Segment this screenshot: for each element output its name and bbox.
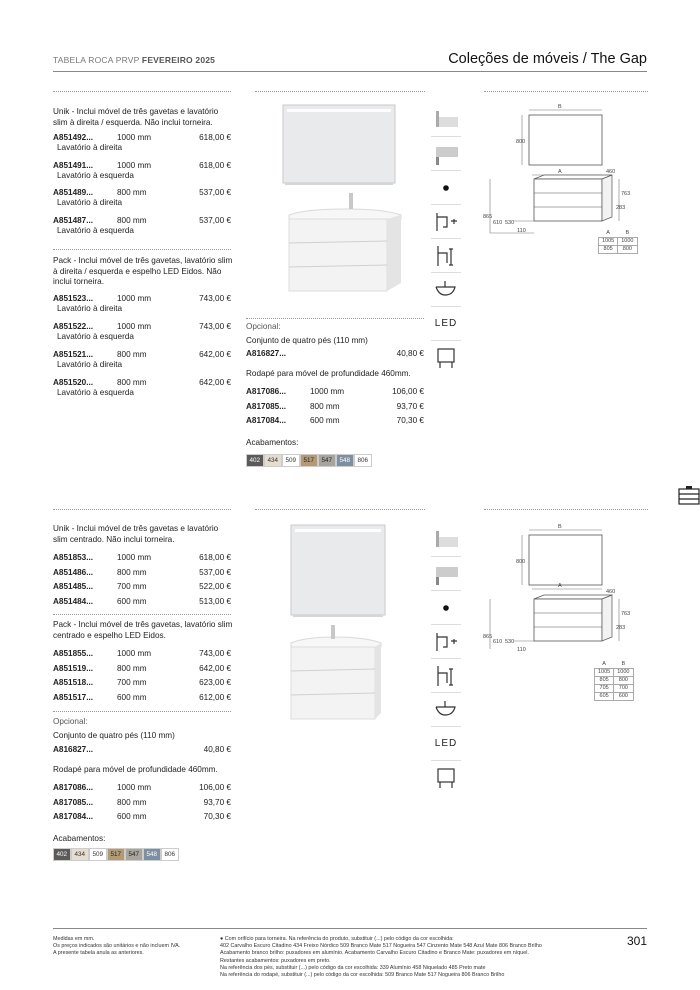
dim-800-label: 800 [516, 139, 526, 145]
product-image-vanity-right [265, 103, 405, 293]
feature-icons [431, 103, 461, 375]
product-price: 618,00 € [199, 160, 231, 170]
finish-swatch-402: 402 [246, 454, 264, 467]
dim-283-label: 283 [616, 625, 626, 631]
dimension-cell: 805 [599, 246, 618, 254]
product-code: A851517... [53, 692, 94, 702]
product-code: A817084... [53, 812, 94, 821]
product-code: A851486... [53, 567, 94, 577]
dimension-table-grid [594, 661, 634, 701]
price-row [53, 160, 231, 180]
feet-label: Conjunto de quatro pés (110 mm) [246, 336, 368, 345]
basin-position: Lavatório à direita [57, 304, 123, 313]
price-row [53, 133, 231, 152]
price-row [53, 693, 231, 704]
product-size: 1000 mm [117, 553, 152, 562]
basin-position: Lavatório à esquerda [57, 332, 134, 341]
dimension-row [595, 693, 634, 701]
product-image-vanity-centred [265, 523, 405, 723]
product-code: A817085... [246, 401, 287, 411]
divider [255, 509, 425, 510]
footer-finish-codes [220, 936, 620, 979]
footer-code-line: Restantes acabamentos: puxadores em preto. [220, 957, 331, 964]
product-size: 700 mm [117, 678, 147, 687]
finish-swatch-509: 509 [282, 454, 300, 467]
footer-note-line: Medidas em mm. [53, 936, 95, 942]
dimension-header: B [621, 661, 626, 667]
finish-swatch-548: 548 [143, 848, 161, 861]
product-size: 600 mm [117, 596, 147, 606]
finish-swatch-517: 517 [107, 848, 125, 861]
finish-swatch-547: 547 [318, 454, 336, 467]
product-price: 93,70 € [396, 401, 424, 411]
basin-position: Lavatório à direita [57, 198, 123, 207]
dimension-cell: 800 [618, 246, 637, 254]
footer-code-line: 402 Carvalho Escuro Citadino 434 Freixo Nórdico 509 Branco Mate 517 Nogueira 547 Cinzento Mate 548 Azul Mate 806 Branco Brilho [220, 943, 542, 950]
divider [484, 509, 648, 510]
price-row [53, 597, 231, 608]
dim-763-label: 763 [621, 191, 631, 197]
product-size: 800 mm [117, 663, 147, 673]
finish-swatch-806: 806 [354, 454, 372, 467]
wall-basin-icon [431, 103, 461, 137]
pack-description: Pack - Inclui móvel de três gavetas, lavatório slim centrado e espelho LED Eidos. [53, 620, 233, 640]
product-price: 642,00 € [199, 378, 231, 387]
dim-460-label: 460 [606, 169, 616, 175]
product-size: 600 mm [310, 416, 340, 425]
dimension-cell: 705 [595, 685, 614, 693]
led-icon [431, 307, 461, 341]
header-date: FEVEREIRO 2025 [141, 55, 216, 65]
product-price: 642,00 € [199, 350, 231, 359]
product-code: A851519... [53, 663, 94, 673]
product-price: 93,70 € [203, 797, 231, 807]
product-price: 612,00 € [199, 692, 231, 702]
footer-divider [53, 928, 647, 929]
basin-position: Lavatório à esquerda [57, 225, 134, 235]
led-label: LED [434, 738, 458, 749]
product-code: A816827... [53, 745, 94, 754]
product-size: 800 mm [117, 188, 147, 197]
divider [53, 91, 231, 92]
product-price: 513,00 € [199, 596, 231, 606]
product-code: A817086... [53, 783, 94, 792]
product-price: 522,00 € [199, 582, 231, 591]
footer-note-line: A presente tabela anula as anteriores. [53, 950, 144, 957]
feet-icon [431, 341, 461, 375]
optional-label: Opcional: [246, 322, 281, 331]
basin-position: Lavatório à direita [57, 143, 123, 152]
price-row [53, 678, 231, 689]
tap-hole-icon [431, 591, 461, 625]
basin-shape-icon [431, 273, 461, 307]
dimensions-icon [431, 659, 461, 693]
product-code: A851489... [53, 188, 94, 197]
product-price: 618,00 € [199, 553, 231, 562]
product-code: A851853... [53, 553, 94, 562]
pack-description: Pack - Inclui móvel de três gavetas, lavatório slim à direita / esquerda e espelho LED Eidos. Não inclui torneira. [53, 256, 233, 286]
dimension-cell: 1000 [618, 238, 637, 246]
wall-basin-icon [431, 523, 461, 557]
product-code: A851492... [53, 133, 94, 142]
product-size: 600 mm [117, 692, 147, 702]
dimension-row [599, 238, 638, 246]
dimension-table [598, 230, 638, 254]
feet-price-row [53, 745, 231, 756]
feet-label: Conjunto de quatro pés (110 mm) [53, 731, 175, 740]
product-size: 800 mm [117, 215, 147, 225]
divider [255, 91, 425, 92]
dimension-table [594, 661, 634, 701]
finish-swatch-434: 434 [71, 848, 89, 861]
product-price: 70,30 € [396, 416, 424, 425]
product-code: A851855... [53, 649, 94, 658]
unik-description: Unik - Inclui móvel de três gavetas e lavatório slim centrado. Não inclui torneira. [53, 524, 219, 544]
dim-110-label: 110 [517, 228, 526, 234]
price-row [53, 322, 231, 341]
dimension-cell: 605 [595, 693, 614, 701]
finish-swatches [246, 454, 372, 467]
led-icon [431, 727, 461, 761]
product-size: 1000 mm [117, 322, 152, 331]
page-title: Coleções de móveis / The Gap [448, 51, 647, 67]
price-row [53, 215, 231, 235]
product-size: 1000 mm [117, 294, 152, 303]
product-code: A851485... [53, 582, 94, 591]
dimension-cell: 1005 [599, 238, 618, 246]
dimension-row [599, 246, 638, 254]
dimension-cell: 1000 [614, 669, 633, 677]
dim-a-label: A [558, 169, 562, 175]
footer-code-line: Na referência do rodapé, substituir (...) pelo código da cor escolhida: 509 Branco Mate 517 Nogueira 806 Branco Brilho [220, 972, 505, 979]
product-size: 1000 mm [117, 783, 152, 792]
plinth-label: Rodapé para móvel de profundidade 460mm. [53, 765, 218, 774]
dim-865-label: 865 [483, 214, 493, 220]
page-number: 301 [626, 934, 647, 948]
finish-swatch-434: 434 [264, 454, 282, 467]
price-row [53, 812, 231, 823]
product-price: 618,00 € [199, 133, 231, 142]
header-prefix: TABELA ROCA PRVP [53, 55, 140, 65]
product-size: 1000 mm [310, 387, 345, 396]
price-row [53, 649, 231, 660]
footer-code-line: Na referência dos pés, substituir (...) pelo código da cor escolhida: 339 Alumínio 458 Niquelado 485 Preto mate [220, 964, 486, 971]
product-price: 70,30 € [203, 812, 231, 821]
feet-price-row [246, 349, 424, 360]
product-price: 743,00 € [199, 649, 231, 658]
product-price: 743,00 € [199, 322, 231, 331]
dimension-header-row [599, 230, 638, 238]
dim-530-label: 530 [505, 639, 515, 645]
dim-610-label: 610 [493, 220, 503, 226]
finish-swatch-509: 509 [89, 848, 107, 861]
dimension-table-grid [598, 230, 638, 254]
dimension-cell: 800 [614, 677, 633, 685]
price-row [53, 188, 231, 207]
dim-b-label: B [558, 104, 562, 110]
price-row [246, 387, 424, 398]
basin-shape-icon [431, 693, 461, 727]
header-divider [53, 71, 647, 72]
basin-position: Lavatório à esquerda [57, 170, 134, 180]
divider [53, 711, 231, 712]
dim-800-label: 800 [516, 559, 526, 565]
bullet-icon: ● [220, 936, 225, 942]
optional-label: Opcional: [53, 717, 88, 726]
product-size: 600 mm [117, 812, 147, 821]
product-code: A816827... [246, 349, 287, 358]
price-row [53, 553, 231, 564]
dim-530-label: 530 [505, 220, 515, 226]
product-code: A851491... [53, 160, 94, 170]
product-size: 1000 mm [117, 649, 152, 658]
installation-icon [431, 625, 461, 659]
product-price: 40,80 € [203, 745, 231, 754]
product-code: A851518... [53, 678, 94, 687]
product-code: A817084... [246, 416, 287, 425]
dim-a-label: A [558, 583, 562, 589]
product-code: A851523... [53, 294, 94, 303]
product-price: 743,00 € [199, 294, 231, 303]
dimension-header: B [625, 230, 630, 236]
finish-swatch-517: 517 [300, 454, 318, 467]
product-code: A851522... [53, 322, 94, 331]
finish-swatch-548: 548 [336, 454, 354, 467]
dim-610-label: 610 [493, 639, 503, 645]
dimension-header-row [595, 661, 634, 669]
product-code: A851487... [53, 215, 94, 225]
dimensions-icon [431, 239, 461, 273]
price-row [53, 294, 231, 313]
dim-b-label: B [558, 524, 562, 530]
price-row [246, 416, 424, 427]
product-price: 106,00 € [392, 387, 424, 396]
dimension-row [595, 685, 634, 693]
price-row [53, 798, 231, 809]
dimension-cell: 805 [595, 677, 614, 685]
dim-763-label: 763 [621, 611, 631, 617]
footer-code-line: ● Com orifício para torneira. Na referência do produto, substituir (...) pelo código da cor escolhida: [220, 936, 454, 942]
countertop-basin-icon [431, 557, 461, 591]
product-price: 537,00 € [199, 567, 231, 577]
price-row [53, 378, 231, 397]
dimension-cell: 700 [614, 685, 633, 693]
footer-note-line: Os preços indicados são unitários e não incluem IVA. [53, 943, 181, 950]
led-label: LED [434, 318, 458, 329]
dim-865-label: 865 [483, 634, 493, 640]
installation-icon [431, 205, 461, 239]
product-code: A851520... [53, 378, 94, 387]
price-row [53, 582, 231, 593]
unik-description: Unik - Inclui móvel de três gavetas e lavatório slim à direita / esquerda. Não inclui torneira. [53, 107, 219, 127]
dim-110-label: 110 [517, 647, 526, 653]
product-code: A817085... [53, 797, 94, 807]
product-size: 800 mm [117, 350, 147, 359]
price-row [53, 783, 231, 794]
divider [53, 509, 231, 510]
countertop-basin-icon [431, 137, 461, 171]
price-row [53, 350, 231, 369]
divider [53, 249, 231, 250]
product-price: 642,00 € [199, 663, 231, 673]
finish-swatch-402: 402 [53, 848, 71, 861]
basin-position: Lavatório à esquerda [57, 388, 134, 397]
dimension-row [595, 669, 634, 677]
product-size: 800 mm [117, 797, 147, 807]
finish-swatch-806: 806 [161, 848, 179, 861]
tap-hole-icon [431, 171, 461, 205]
finishes-label: Acabamentos: [53, 834, 106, 843]
product-code: A817086... [246, 387, 287, 396]
product-price: 623,00 € [199, 678, 231, 687]
feet-icon [431, 761, 461, 795]
divider [53, 614, 231, 615]
basin-position: Lavatório à direita [57, 360, 123, 369]
product-price: 106,00 € [199, 783, 231, 792]
product-price: 537,00 € [199, 215, 231, 225]
dimension-cell: 1005 [595, 669, 614, 677]
plinth-label: Rodapé para móvel de profundidade 460mm. [246, 369, 411, 378]
price-row [246, 402, 424, 413]
feature-icons [431, 523, 461, 795]
footer-notes [53, 936, 213, 958]
header-collection-label [53, 55, 215, 65]
divider [484, 91, 648, 92]
dim-283-label: 283 [616, 205, 626, 211]
dimension-header: A [606, 230, 610, 236]
product-code: A851484... [53, 596, 94, 606]
finishes-label: Acabamentos: [246, 438, 299, 447]
divider [246, 318, 424, 319]
product-size: 800 mm [117, 378, 147, 387]
product-code: A851521... [53, 350, 94, 359]
dimension-header: A [602, 661, 606, 667]
product-price: 537,00 € [199, 188, 231, 197]
finish-swatches [53, 848, 179, 861]
finish-swatch-547: 547 [125, 848, 143, 861]
product-size: 800 mm [310, 401, 340, 411]
technical-drawing [484, 523, 648, 663]
footer-code-line: Acabamento branco brilho: puxadores em alumínio. Acabamento Carvalho Escuro Citadino e Branco Mate: puxadores em níquel. [220, 950, 529, 957]
dim-460-label: 460 [606, 589, 616, 595]
dimension-row [595, 677, 634, 685]
price-row [53, 664, 231, 675]
product-price: 40,80 € [396, 349, 424, 358]
product-size: 1000 mm [117, 160, 152, 170]
product-size: 700 mm [117, 582, 147, 591]
product-size: 800 mm [117, 567, 147, 577]
section-tab-icon [678, 485, 700, 507]
price-row [53, 568, 231, 579]
dimension-cell: 600 [614, 693, 633, 701]
product-size: 1000 mm [117, 133, 152, 142]
